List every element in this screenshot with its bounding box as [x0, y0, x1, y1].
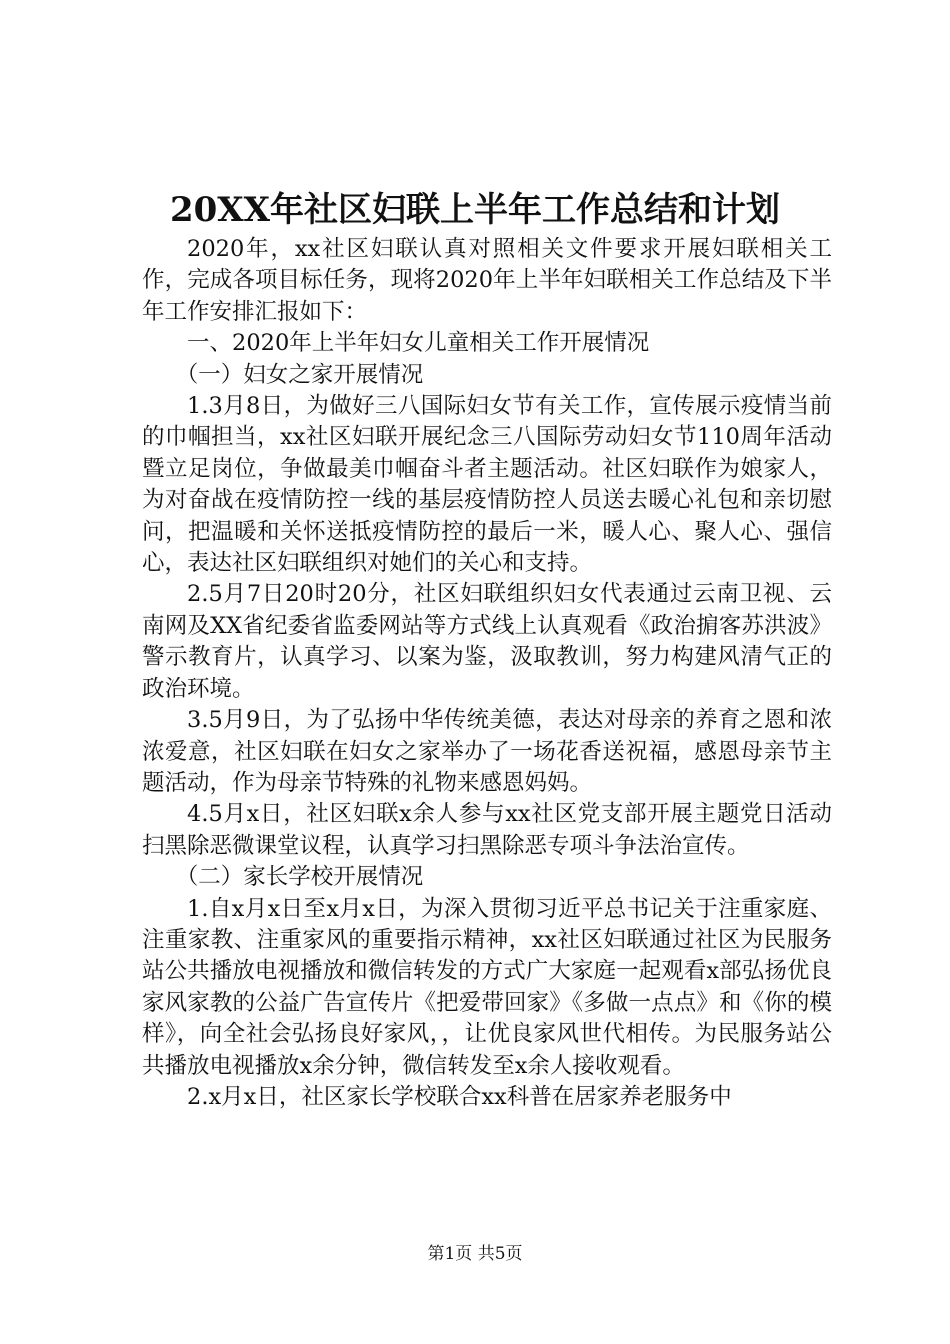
paragraph-item: 2.x月x日，社区家长学校联合xx科普在居家养老服务中	[187, 1083, 732, 1110]
paragraph-item: 3.5月9日，为了弘扬中华传统美德，表达对母亲的养育之恩和浓浓爱意，社区妇联在妇女之家举办了一场花香送祝福，感恩母亲节主题活动，作为母亲节特殊的礼物来感恩妈妈。	[142, 707, 832, 796]
document-body	[142, 234, 832, 1113]
subsection-heading-parent-school: （二）家长学校开展情况	[175, 864, 424, 891]
section-heading-1: 一、2020年上半年妇女儿童相关工作开展情况	[187, 330, 650, 357]
paragraph-item: 1.自x月x日至x月x日，为深入贯彻习近平总书记关于注重家庭、注重家教、注重家风的重要指示精神，xx社区妇联通过社区为民服务站公共播放电视播放和微信转发的方式广大家庭一起观看x部弘扬优良家风家教的公益广告宣传片《把爱带回家》《多做一点点》和《你的模样》，向全社会弘扬良好家风，，让优良家风世代相传。为民服务站公共播放电视播放x余分钟，微信转发至x余人接收观看。	[142, 895, 832, 1079]
page-number-footer: 第1页 共5页	[427, 1244, 523, 1264]
subsection-heading-women-home: （一）妇女之家开展情况	[175, 361, 424, 388]
paragraph-intro: 2020年，xx社区妇联认真对照相关文件要求开展妇联相关工作，完成各项目标任务，现将2020年上半年妇联相关工作总结及下半年工作安排汇报如下：	[142, 236, 832, 325]
paragraph-item: 1.3月8日，为做好三八国际妇女节有关工作，宣传展示疫情当前的巾帼担当，xx社区妇联开展纪念三八国际劳动妇女节110周年活动暨立足岗位，争做最美巾帼奋斗者主题活动。社区妇联作为娘家人，为对奋战在疫情防控一线的基层疫情防控人员送去暖心礼包和亲切慰问，把温暖和关怀送抵疫情防控的最后一米，暖人心、聚人心、强信心，表达社区妇联组织对她们的关心和支持。	[142, 393, 832, 577]
document-title: 20XX年社区妇联上半年工作总结和计划	[169, 190, 781, 230]
paragraph-item: 4.5月x日，社区妇联x余人参与xx社区党支部开展主题党日活动扫黑除恶微课堂议程，认真学习扫黑除恶专项斗争法治宣传。	[142, 801, 832, 859]
paragraph-item: 2.5月7日20时20分，社区妇联组织妇女代表通过云南卫视、云南网及XX省纪委省监委网站等方式线上认真观看《政治掮客苏洪波》警示教育片，认真学习、以案为鉴，汲取教训，努力构建风清气正的政治环境。	[142, 581, 832, 702]
